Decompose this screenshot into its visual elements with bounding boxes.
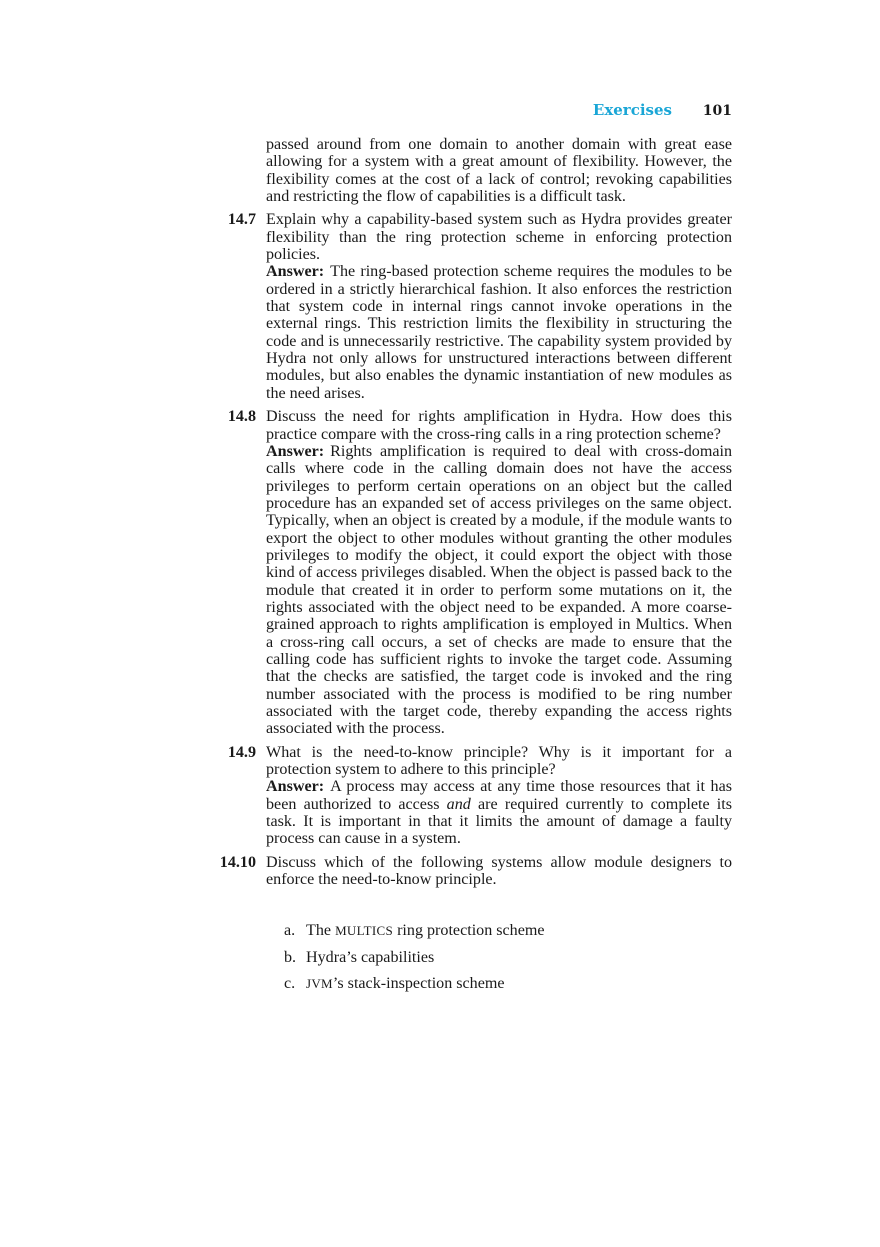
answer-text-post: are required currently to complete its task. It is important in that it limits the amount of damage a faulty process can cause in a system. (266, 795, 732, 848)
exercise-number: 14.10 (219, 853, 256, 871)
exercise-question: Discuss the need for rights amplification in Hydra. How does this practice compare with the cross-ring calls in a ring protection scheme? (266, 408, 732, 443)
intro-paragraph: passed around from one domain to another domain with great ease allowing for a system with a great amount of flexibility. However, the flexibility comes at the cost of a lack of control; revoking capabilities and restricting the flow of capabilities is a difficult task. (266, 136, 732, 206)
list-item-label: b. (284, 948, 297, 966)
running-header (593, 101, 732, 119)
exercise-14-7 (227, 211, 732, 402)
answer-label: Answer: (266, 442, 325, 460)
list-item-text-post: ’s stack-inspection scheme (332, 975, 505, 993)
list-item-text-pre: The (306, 922, 332, 940)
exercise-answer (266, 778, 732, 847)
list-item-smallcaps: JVM (306, 976, 333, 992)
list-item (284, 975, 732, 992)
list-item-label: c. (284, 975, 296, 993)
options-list (266, 922, 732, 992)
list-item-smallcaps: MULTICS (335, 923, 394, 939)
list-item-text-post: ring protection scheme (397, 922, 545, 940)
exercise-question: Explain why a capability-based system such as Hydra provides greater flexibility than the ring protection scheme in enforcing protection policies. (266, 211, 732, 264)
exercise-answer (266, 443, 732, 738)
list-item-text: Hydra’s capabilities (306, 948, 435, 966)
answer-text-pre: A process may access at any time those resources that it has been authorized to access (266, 778, 732, 813)
page-body (219, 136, 732, 1001)
list-item (284, 922, 732, 939)
exercise-number: 14.7 (227, 211, 256, 229)
answer-text: The ring-based protection scheme requires the modules to be ordered in a strictly hierarchical fashion. It also enforces the restriction that system code in internal rings cannot invoke operations in the external rings. This restriction limits the flexibility in structuring the code and is unnecessarily restrictive. The capability system provided by Hydra not only allows for unstructured interactions between different modules, but also enables the dynamic instantiation of new modules as the need arises. (266, 263, 732, 402)
exercise-question: What is the need-to-know principle? Why is it important for a protection system to adhere to this principle? (266, 743, 732, 779)
section-title: Exercises (592, 101, 672, 119)
exercise-14-10 (219, 853, 732, 889)
exercise-number: 14.9 (227, 743, 256, 761)
list-item (284, 949, 732, 966)
list-item-label: a. (284, 922, 296, 940)
exercise-answer (266, 263, 732, 402)
exercise-question: Discuss which of the following systems allow module designers to enforce the need-to-know principle. (266, 853, 732, 889)
exercise-14-8 (227, 408, 732, 738)
exercise-number: 14.8 (227, 408, 256, 426)
answer-text: Rights amplification is required to deal with cross-domain calls where code in the calling domain does not have the access privileges to perform certain operations on an object but the called procedure has an expanded set of access privileges on the same object. Typically, when an object is created by a module, if the module wants to export the object to other modules without granting the other modules privileges to modify the object, it could export the object with those kind of access privileges disabled. When the object is passed back to the module that created it in order to perform some mutations on it, the rights associated with the object need to be expanded. A more coarse-grained approach to rights amplification is employed in Multics. When a cross-ring call occurs, a set of checks are made to ensure that the calling code has sufficient rights to invoke the target code. Assuming that the checks are satisfied, the target code is invoked and the ring number associated with the process is modified to be ring number associated with the target code, thereby expanding the access rights associated with the process. (266, 442, 732, 738)
answer-label: Answer: (266, 263, 325, 281)
answer-label: Answer: (266, 778, 325, 796)
answer-text-emphasis: and (446, 795, 471, 813)
exercise-14-9 (227, 743, 732, 848)
page-number: 101 (702, 103, 732, 119)
